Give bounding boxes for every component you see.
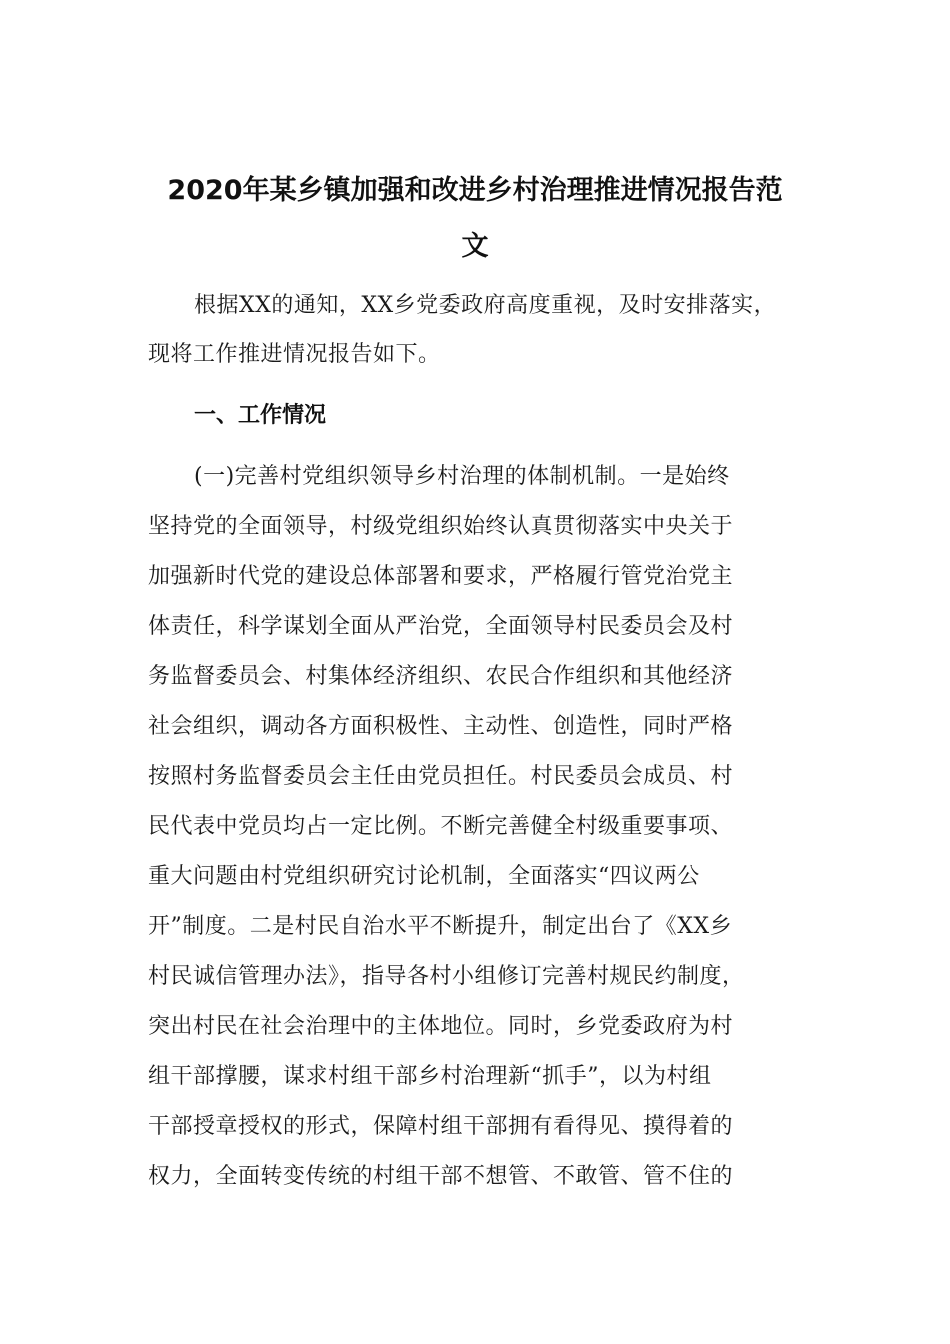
body-line: (一)完善村党组织领导乡村治理的体制机制。一是始终 — [194, 464, 730, 489]
body-line: 开”制度。二是村民自治水平不断提升，制定出台了《XX乡 — [148, 914, 733, 939]
body-line: 按照村务监督委员会主任由党员担任。村民委员会成员、村 — [148, 764, 734, 789]
document-title-line-1: 2020年某乡镇加强和改进乡村治理推进情况报告范 — [167, 175, 783, 206]
body-line: 社会组织，调动各方面积极性、主动性、创造性，同时严格 — [148, 714, 734, 739]
body-line: 突出村民在社会治理中的主体地位。同时，乡党委政府为村 — [148, 1014, 734, 1039]
body-line: 组干部撑腰，谋求村组干部乡村治理新“抓手”，以为村组 — [148, 1064, 712, 1089]
section-heading: 一、工作情况 — [194, 403, 327, 428]
body-line: 村民诚信管理办法》，指导各村小组修订完善村规民约制度， — [148, 964, 745, 989]
body-line: 体责任，科学谋划全面从严治党，全面领导村民委员会及村 — [148, 614, 734, 639]
body-line: 民代表中党员均占一定比例。不断完善健全村级重要事项、 — [148, 814, 734, 839]
intro-line: 现将工作推进情况报告如下。 — [148, 342, 441, 367]
document-title-line-2: 文 — [461, 231, 489, 262]
intro-line: 根据XX的通知，XX乡党委政府高度重视，及时安排落实， — [194, 293, 777, 318]
body-line: 坚持党的全面领导，村级党组织始终认真贯彻落实中央关于 — [148, 514, 734, 539]
body-line: 权力，全面转变传统的村组干部不想管、不敢管、管不住的 — [148, 1164, 734, 1189]
body-line: 干部授章授权的形式，保障村组干部拥有看得见、摸得着的 — [148, 1114, 734, 1139]
body-line: 重大问题由村党组织研究讨论机制，全面落实“四议两公 — [148, 864, 700, 889]
body-line: 加强新时代党的建设总体部署和要求，严格履行管党治党主 — [148, 564, 734, 589]
body-line: 务监督委员会、村集体经济组织、农民合作组织和其他经济 — [148, 664, 734, 689]
